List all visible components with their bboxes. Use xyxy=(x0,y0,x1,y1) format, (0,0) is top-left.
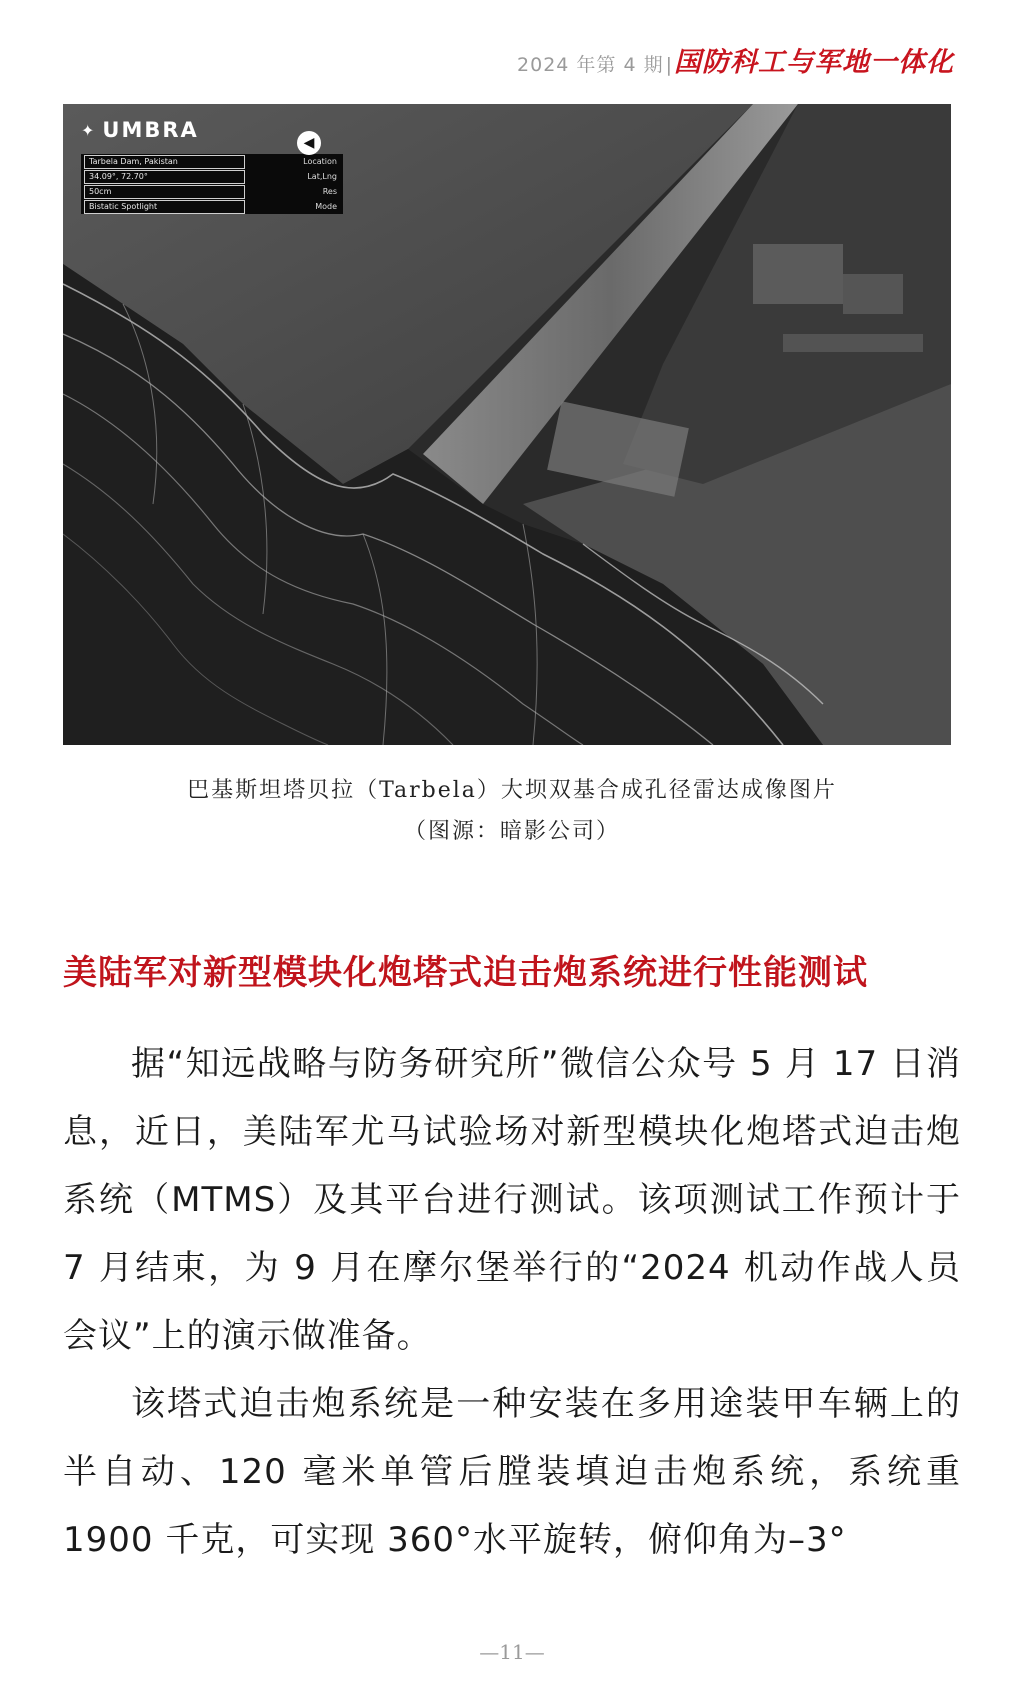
metadata-row xyxy=(81,184,343,199)
page-number: —11— xyxy=(479,1640,545,1664)
logo-text: UMBRA xyxy=(102,118,199,142)
metadata-value: Tarbela Dam, Pakistan xyxy=(84,155,245,169)
paragraph: 该塔式迫击炮系统是一种安装在多用途装甲车辆上的半自动、120 毫米单管后膛装填迫击炮系统，系统重 1900 千克，可实现 360°水平旋转，俯仰角为–3° xyxy=(63,1384,961,1560)
metadata-value: 50cm xyxy=(84,185,245,199)
article-body xyxy=(63,1030,961,1574)
metadata-key: Mode xyxy=(315,202,337,211)
metadata-key: Location xyxy=(303,157,337,166)
issue-label: 2024 年第 4 期 xyxy=(517,54,664,76)
metadata-value: 34.09°, 72.70° xyxy=(84,170,245,184)
article-headline: 美陆军对新型模块化炮塔式迫击炮系统进行性能测试 xyxy=(63,953,868,993)
journal-brand: 国防科工与军地一体化 xyxy=(674,47,954,78)
back-arrow-icon[interactable]: ◀ xyxy=(297,131,321,155)
image-metadata-table xyxy=(81,154,343,214)
logo-mark-icon: ✦ xyxy=(81,120,97,140)
metadata-row xyxy=(81,199,343,214)
caption-line-2: （图源：暗影公司） xyxy=(403,819,620,844)
metadata-row xyxy=(81,154,343,169)
metadata-key: Res xyxy=(322,187,337,196)
figure-caption xyxy=(0,770,1024,852)
page-header xyxy=(517,40,954,79)
image-info-overlay xyxy=(81,118,337,214)
umbra-logo xyxy=(81,118,313,142)
caption-line-1: 巴基斯坦塔贝拉（Tarbela）大坝双基合成孔径雷达成像图片 xyxy=(187,778,837,803)
metadata-value: Bistatic Spotlight xyxy=(84,200,245,214)
header-separator: | xyxy=(665,54,672,76)
paragraph: 据“知远战略与防务研究所”微信公众号 5 月 17 日消息，近日，美陆军尤马试验场对新型模块化炮塔式迫击炮系统（MTMS）及其平台进行测试。该项测试工作预计于 7 月结束，为 9 月在摩尔堡举行的“2024 机动作战人员会议”上的演示做准备。 xyxy=(63,1044,961,1356)
metadata-row xyxy=(81,169,343,184)
metadata-key: Lat,Lng xyxy=(307,172,337,181)
sar-image xyxy=(63,104,951,745)
